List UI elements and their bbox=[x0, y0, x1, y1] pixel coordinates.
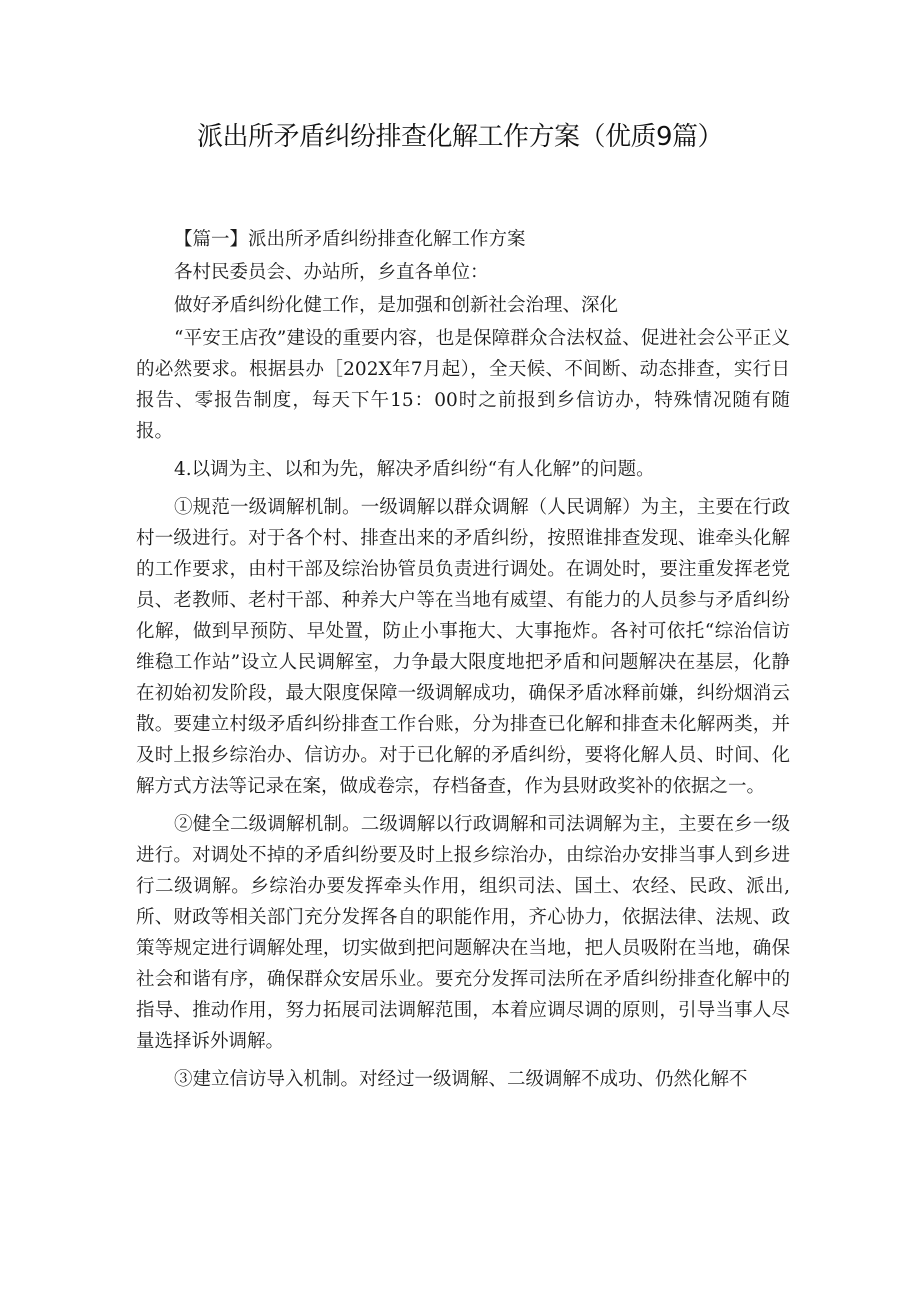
document-body bbox=[136, 224, 790, 1102]
document-title: 派出所矛盾纠纷排查化解工作方案（优质9篇） bbox=[196, 122, 724, 152]
paragraph: 4.以调为主、以和为先，解决矛盾纠纷“有人化解”的问题。 bbox=[174, 459, 655, 480]
paragraph: ②健全二级调解机制。二级调解以行政调解和司法调解为主，主要在乡一级进行。对调处不掉的矛盾纠纷要及时上报乡综治办，由综治办安排当事人到乡进行二级调解。乡综治办要发挥牵头作用，组织司法、国土、农经、民政、派出,所、财政等相关部门充分发挥各自的职能作用，齐心协力，依据法律、法规、政策等规定进行调解处理，切实做到把问题解决在当地，把人员吸附在当地，确保社会和谐有序，确保群众安居乐业。要充分发挥司法所在矛盾纠纷排查化解中的指导、推动作用，努力拓展司法调解范围，本着应调尽调的原则，引导当事人尽量选择诉外调解。 bbox=[136, 814, 790, 1052]
paragraph: ①规范一级调解机制。一级调解以群众调解（人民调解）为主，主要在行政村一级进行。对于各个村、排查出来的矛盾纠纷，按照谁排查发现、谁牵头化解的工作要求，由村干部及综治协管员负责进行调处。在调处时，要注重发挥老党员、老教师、老村干部、种养大户等在当地有威望、有能力的人员参与矛盾纠纷化解，做到早预防、早处置，防止小事拖大、大事拖炸。各衬可依托“综治信访维稳工作站”设立人民调解室，力争最大限度地把矛盾和问题解决在基层，化静在初始初发阶段，最大限度保障一级调解成功，确保矛盾冰释前嫌，纠纷烟消云散。要建立村级矛盾纠纷排查工作台账，分为排查已化解和排查未化解两类，并及时上报乡综治办、信访办。对于已化解的矛盾纠纷，要将化解人员、时间、化解方式方法等记录在案，做成卷宗，存档备查，作为县财政奖补的依据之一。 bbox=[136, 497, 790, 797]
paragraph: 做好矛盾纠纷化健工作，是加强和创新社会治理、深化 bbox=[174, 295, 619, 316]
paragraph: “平安王店孜”建设的重要内容，也是保障群众合法权益、促进社会公平正义的必然要求。根据县办［202X年7月起），全天候、不间断、动态排查，实行日报告、零报告制度，每天下午15：00时之前报到乡信访办，特殊情况随有随报。 bbox=[136, 328, 790, 442]
salutation: 各村民委员会、办站所，乡直各单位： bbox=[174, 262, 489, 283]
section-heading: 【篇一】派出所矛盾纠纷排查化解工作方案 bbox=[174, 229, 526, 250]
paragraph: ③建立信访导入机制。对经过一级调解、二级调解不成功、仍然化解不 bbox=[174, 1069, 748, 1090]
